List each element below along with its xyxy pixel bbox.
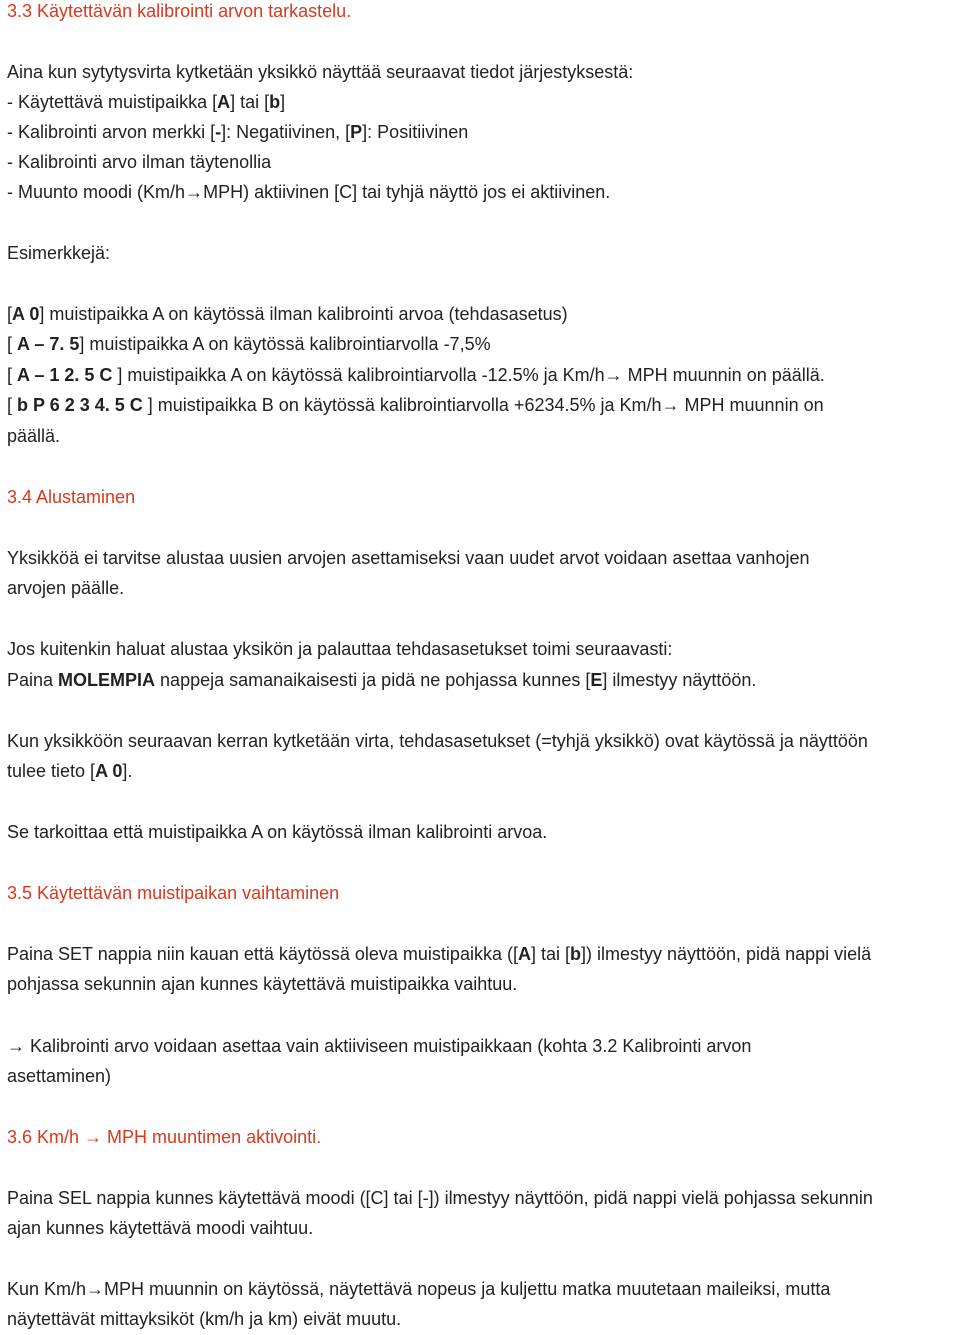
paragraph-line: Paina SEL nappia kunnes käytettävä moodi ([C] tai [-]) ilmestyy näyttöön, pidä nappi vielä pohjassa sekunnin xyxy=(7,1188,873,1208)
arrow-right-icon: → xyxy=(86,1279,105,1299)
intro-line: Aina kun sytytysvirta kytketään yksikkö näyttää seuraavat tiedot järjestyksestä: xyxy=(7,62,634,82)
list-item: - Kalibrointi arvon merkki [-]: Negatiivinen, [P]: Positiivinen xyxy=(7,122,469,142)
arrow-right-icon: → xyxy=(185,182,204,202)
paragraph-line: Paina SET nappia niin kauan että käytössä oleva muistipaikka ([A] tai [b]) ilmestyy näyttöön, pidä nappi vielä xyxy=(7,944,872,964)
section-heading-3-3: 3.3 Käytettävän kalibrointi arvon tarkastelu. xyxy=(7,1,352,21)
note-line: asettaminen) xyxy=(7,1066,112,1086)
section-heading-3-5: 3.5 Käytettävän muistipaikan vaihtaminen xyxy=(7,883,340,903)
example-line: [ A – 7. 5] muistipaikka A on käytössä kalibrointiarvolla -7,5% xyxy=(7,334,491,354)
examples-label: Esimerkkejä: xyxy=(7,243,111,263)
paragraph-line: ajan kunnes käytettävä moodi vaihtuu. xyxy=(7,1218,314,1238)
paragraph-line: Yksikköä ei tarvitse alustaa uusien arvojen asettamiseksi vaan uudet arvot voidaan asettaa vanhojen xyxy=(7,548,810,568)
list-item: - Kalibrointi arvo ilman täytenollia xyxy=(7,152,272,172)
list-item: - Käytettävä muistipaikka [A] tai [b] xyxy=(7,92,286,112)
arrow-right-icon: → xyxy=(84,1127,103,1147)
arrow-right-icon: → xyxy=(7,1036,25,1056)
section-heading-3-4: 3.4 Alustaminen xyxy=(7,487,136,507)
paragraph-line: Kun Km/h→MPH muunnin on käytössä, näytettävä nopeus ja kuljettu matka muutetaan maileiksi, mutta xyxy=(7,1274,830,1304)
example-line: [ A – 1 2. 5 C ] muistipaikka A on käytössä kalibrointiarvolla -12.5% ja Km/h→ MPH muunnin on päällä. xyxy=(7,360,825,390)
note-line: → Kalibrointi arvo voidaan asettaa vain aktiiviseen muistipaikkaan (kohta 3.2 Kalibrointi arvon xyxy=(7,1031,751,1061)
paragraph-line: Paina MOLEMPIA nappeja samanaikaisesti ja pidä ne pohjassa kunnes [E] ilmestyy näyttöön. xyxy=(7,670,757,690)
list-item: - Muunto moodi (Km/h→MPH) aktiivinen [C] tai tyhjä näyttö jos ei aktiivinen. xyxy=(7,177,610,207)
arrow-right-icon: → xyxy=(604,365,623,385)
arrow-right-icon: → xyxy=(661,395,680,415)
paragraph-line: pohjassa sekunnin ajan kunnes käytettävä muistipaikka vaihtuu. xyxy=(7,974,518,994)
example-line: päällä. xyxy=(7,426,61,446)
example-line: [ b P 6 2 3 4. 5 C ] muistipaikka B on käytössä kalibrointiarvolla +6234.5% ja Km/h→ MPH muunnin on xyxy=(7,390,824,420)
section-heading-3-6: 3.6 Km/h → MPH muuntimen aktivointi. xyxy=(7,1122,321,1152)
paragraph-line: tulee tieto [A 0]. xyxy=(7,761,133,781)
paragraph-line: Se tarkoittaa että muistipaikka A on käytössä ilman kalibrointi arvoa. xyxy=(7,822,548,842)
paragraph-line: Kun yksikköön seuraavan kerran kytketään virta, tehdasasetukset (=tyhjä yksikkö) ovat käytössä ja näyttöön xyxy=(7,731,868,751)
paragraph-line: Jos kuitenkin haluat alustaa yksikön ja palauttaa tehdasasetukset toimi seuraavasti: xyxy=(7,639,673,659)
example-line: [A 0] muistipaikka A on käytössä ilman kalibrointi arvoa (tehdasasetus) xyxy=(7,304,568,324)
paragraph-line: näytettävät mittayksiköt (km/h ja km) eivät muutu. xyxy=(7,1309,402,1329)
paragraph-line: arvojen päälle. xyxy=(7,578,125,598)
